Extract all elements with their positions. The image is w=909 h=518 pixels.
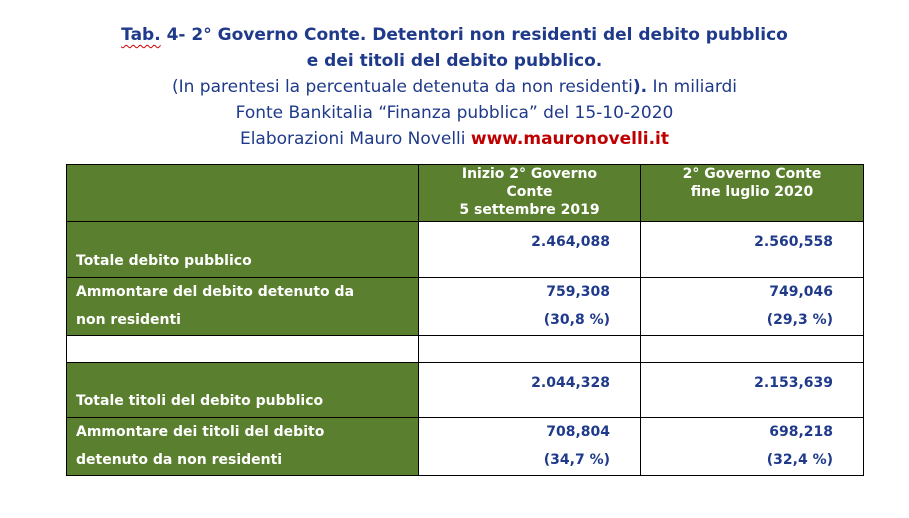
row-start-pct: (30,8 %) [543,312,610,328]
row-end-value: 698,218 [769,424,833,440]
row-start-pct: (34,7 %) [543,452,610,468]
row-end-cell [641,418,864,476]
row-start-cell [419,222,641,278]
header-cell-end [641,165,864,222]
row-label-cell [67,363,419,418]
row-label-line2: detenuto da non residenti [76,452,283,468]
table-row [67,278,864,336]
table-spacer-row [67,336,864,363]
website-link[interactable]: www.mauronovelli.it [470,129,670,149]
row-start-cell [419,278,641,336]
row-start-value: 2.464,088 [531,234,610,250]
caption-source: Fonte Bankitalia “Finanza pubblica” del 15-10-2020 [235,103,674,123]
row-label-line2: non residenti [76,312,181,328]
row-end-pct: (29,3 %) [766,312,833,328]
row-end-pct: (32,4 %) [766,452,833,468]
row-end-value: 2.560,558 [754,234,833,250]
row-start-cell [419,363,641,418]
subtitle-unit: In miliardi [647,77,738,97]
row-label-cell [67,418,419,476]
header-start-line3: 5 settembre 2019 [459,202,600,218]
row-label: Totale debito pubblico [76,253,252,269]
header-cell-empty [67,165,419,222]
row-end-cell [641,222,864,278]
table-row [67,222,864,278]
header-start-line1: Inizio 2° Governo [461,166,598,182]
row-end-value: 2.153,639 [754,375,833,391]
spacer-cell [419,336,641,363]
caption-credit [0,126,909,152]
row-label-cell [67,278,419,336]
row-end-cell [641,363,864,418]
spacer-cell [67,336,419,363]
subtitle-text: (In parentesi la percentuale detenuta da non residenti [171,77,633,97]
row-label-line1: Ammontare del debito detenuto da [76,284,355,300]
row-start-value: 759,308 [546,284,610,300]
credit-text: Elaborazioni Mauro Novelli [239,129,471,149]
spacer-cell [641,336,864,363]
caption-title-line-1 [0,22,909,48]
table-caption [0,22,909,152]
table-row [67,363,864,418]
caption-tab-word: Tab. [121,25,161,45]
row-start-value: 2.044,328 [531,375,610,391]
table-header-row [67,165,864,222]
caption-title-line-2: e dei titoli del debito pubblico. [306,51,603,71]
header-start-line2: Conte [506,184,553,200]
caption-title-text: 4- 2° Governo Conte. Detentori non residenti del debito pubblico [160,25,788,45]
table-row [67,418,864,476]
row-label-line1: Ammontare dei titoli del debito [76,424,325,440]
caption-subtitle [0,74,909,100]
subtitle-close-paren: ). [632,77,648,97]
header-end-line1: 2° Governo Conte [682,166,822,182]
row-label: Totale titoli del debito pubblico [76,393,324,409]
header-end-line2: fine luglio 2020 [690,184,814,200]
row-start-cell [419,418,641,476]
header-cell-start [419,165,641,222]
debt-holders-table [66,164,864,476]
row-label-cell [67,222,419,278]
row-end-cell [641,278,864,336]
row-start-value: 708,804 [546,424,610,440]
row-end-value: 749,046 [769,284,833,300]
